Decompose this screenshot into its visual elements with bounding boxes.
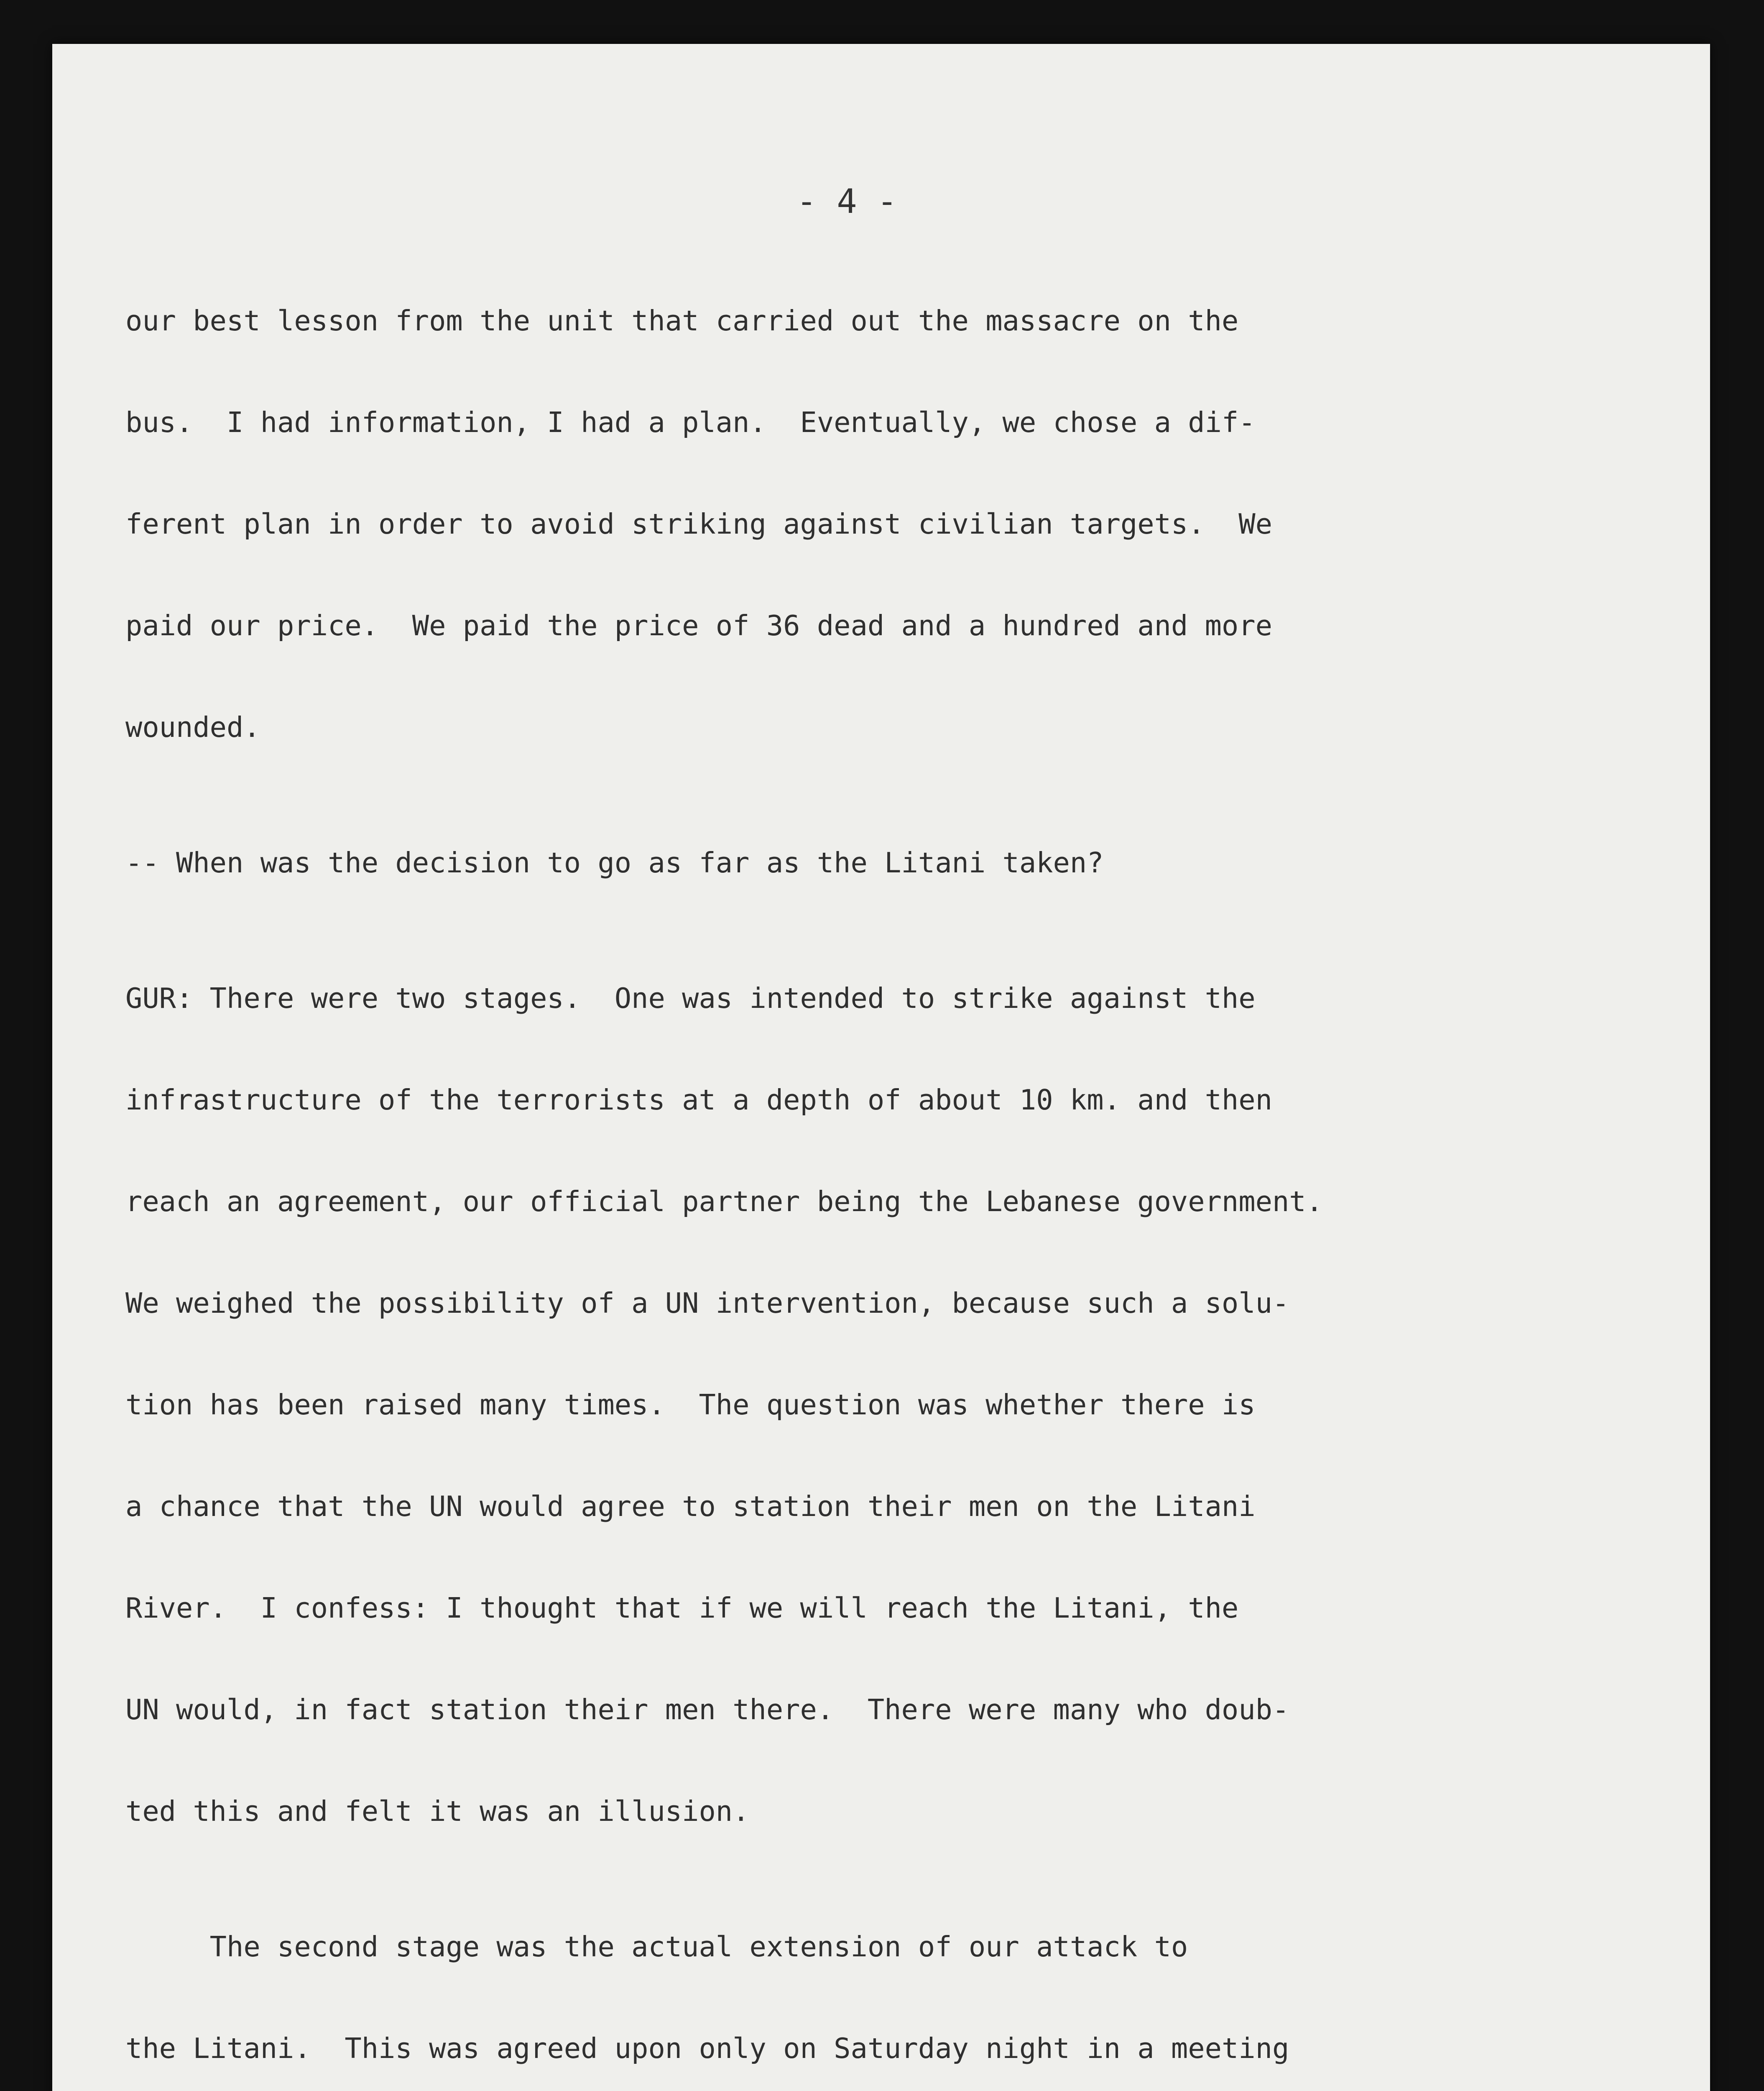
text-line: paid our price. We paid the price of 36 dead and a hundred and more bbox=[125, 609, 1272, 642]
answer-line: GUR: There were two stages. One was intended to strike against the bbox=[125, 982, 1256, 1015]
answer-line: ted this and felt it was an illusion. bbox=[125, 1795, 750, 1828]
answer-line: UN would, in fact station their men there. There were many who doub- bbox=[125, 1693, 1289, 1726]
answer-line: We weighed the possibility of a UN intervention, because such a solu- bbox=[125, 1287, 1289, 1319]
question-line: -- When was the decision to go as far as the Litani taken? bbox=[125, 846, 1104, 879]
interview-text bbox=[125, 236, 1652, 2091]
answer-line: the Litani. This was agreed upon only on Saturday night in a meeting bbox=[125, 2032, 1289, 2065]
text-line: bus. I had information, I had a plan. Eventually, we chose a dif- bbox=[125, 406, 1256, 439]
answer-line: reach an agreement, our official partner being the Lebanese government. bbox=[125, 1185, 1323, 1218]
text-line: wounded. bbox=[125, 711, 260, 744]
answer-line: The second stage was the actual extension of our attack to bbox=[125, 1930, 1188, 1963]
answer-line: a chance that the UN would agree to station their men on the Litani bbox=[125, 1490, 1256, 1523]
page-number: - 4 - bbox=[796, 182, 897, 221]
text-line: ferent plan in order to avoid striking against civilian targets. We bbox=[125, 508, 1272, 540]
answer-line: tion has been raised many times. The question was whether there is bbox=[125, 1388, 1256, 1421]
text-line: our best lesson from the unit that carried out the massacre on the bbox=[125, 304, 1239, 337]
answer-line: infrastructure of the terrorists at a depth of about 10 km. and then bbox=[125, 1084, 1272, 1116]
answer-line: River. I confess: I thought that if we will reach the Litani, the bbox=[125, 1592, 1239, 1624]
